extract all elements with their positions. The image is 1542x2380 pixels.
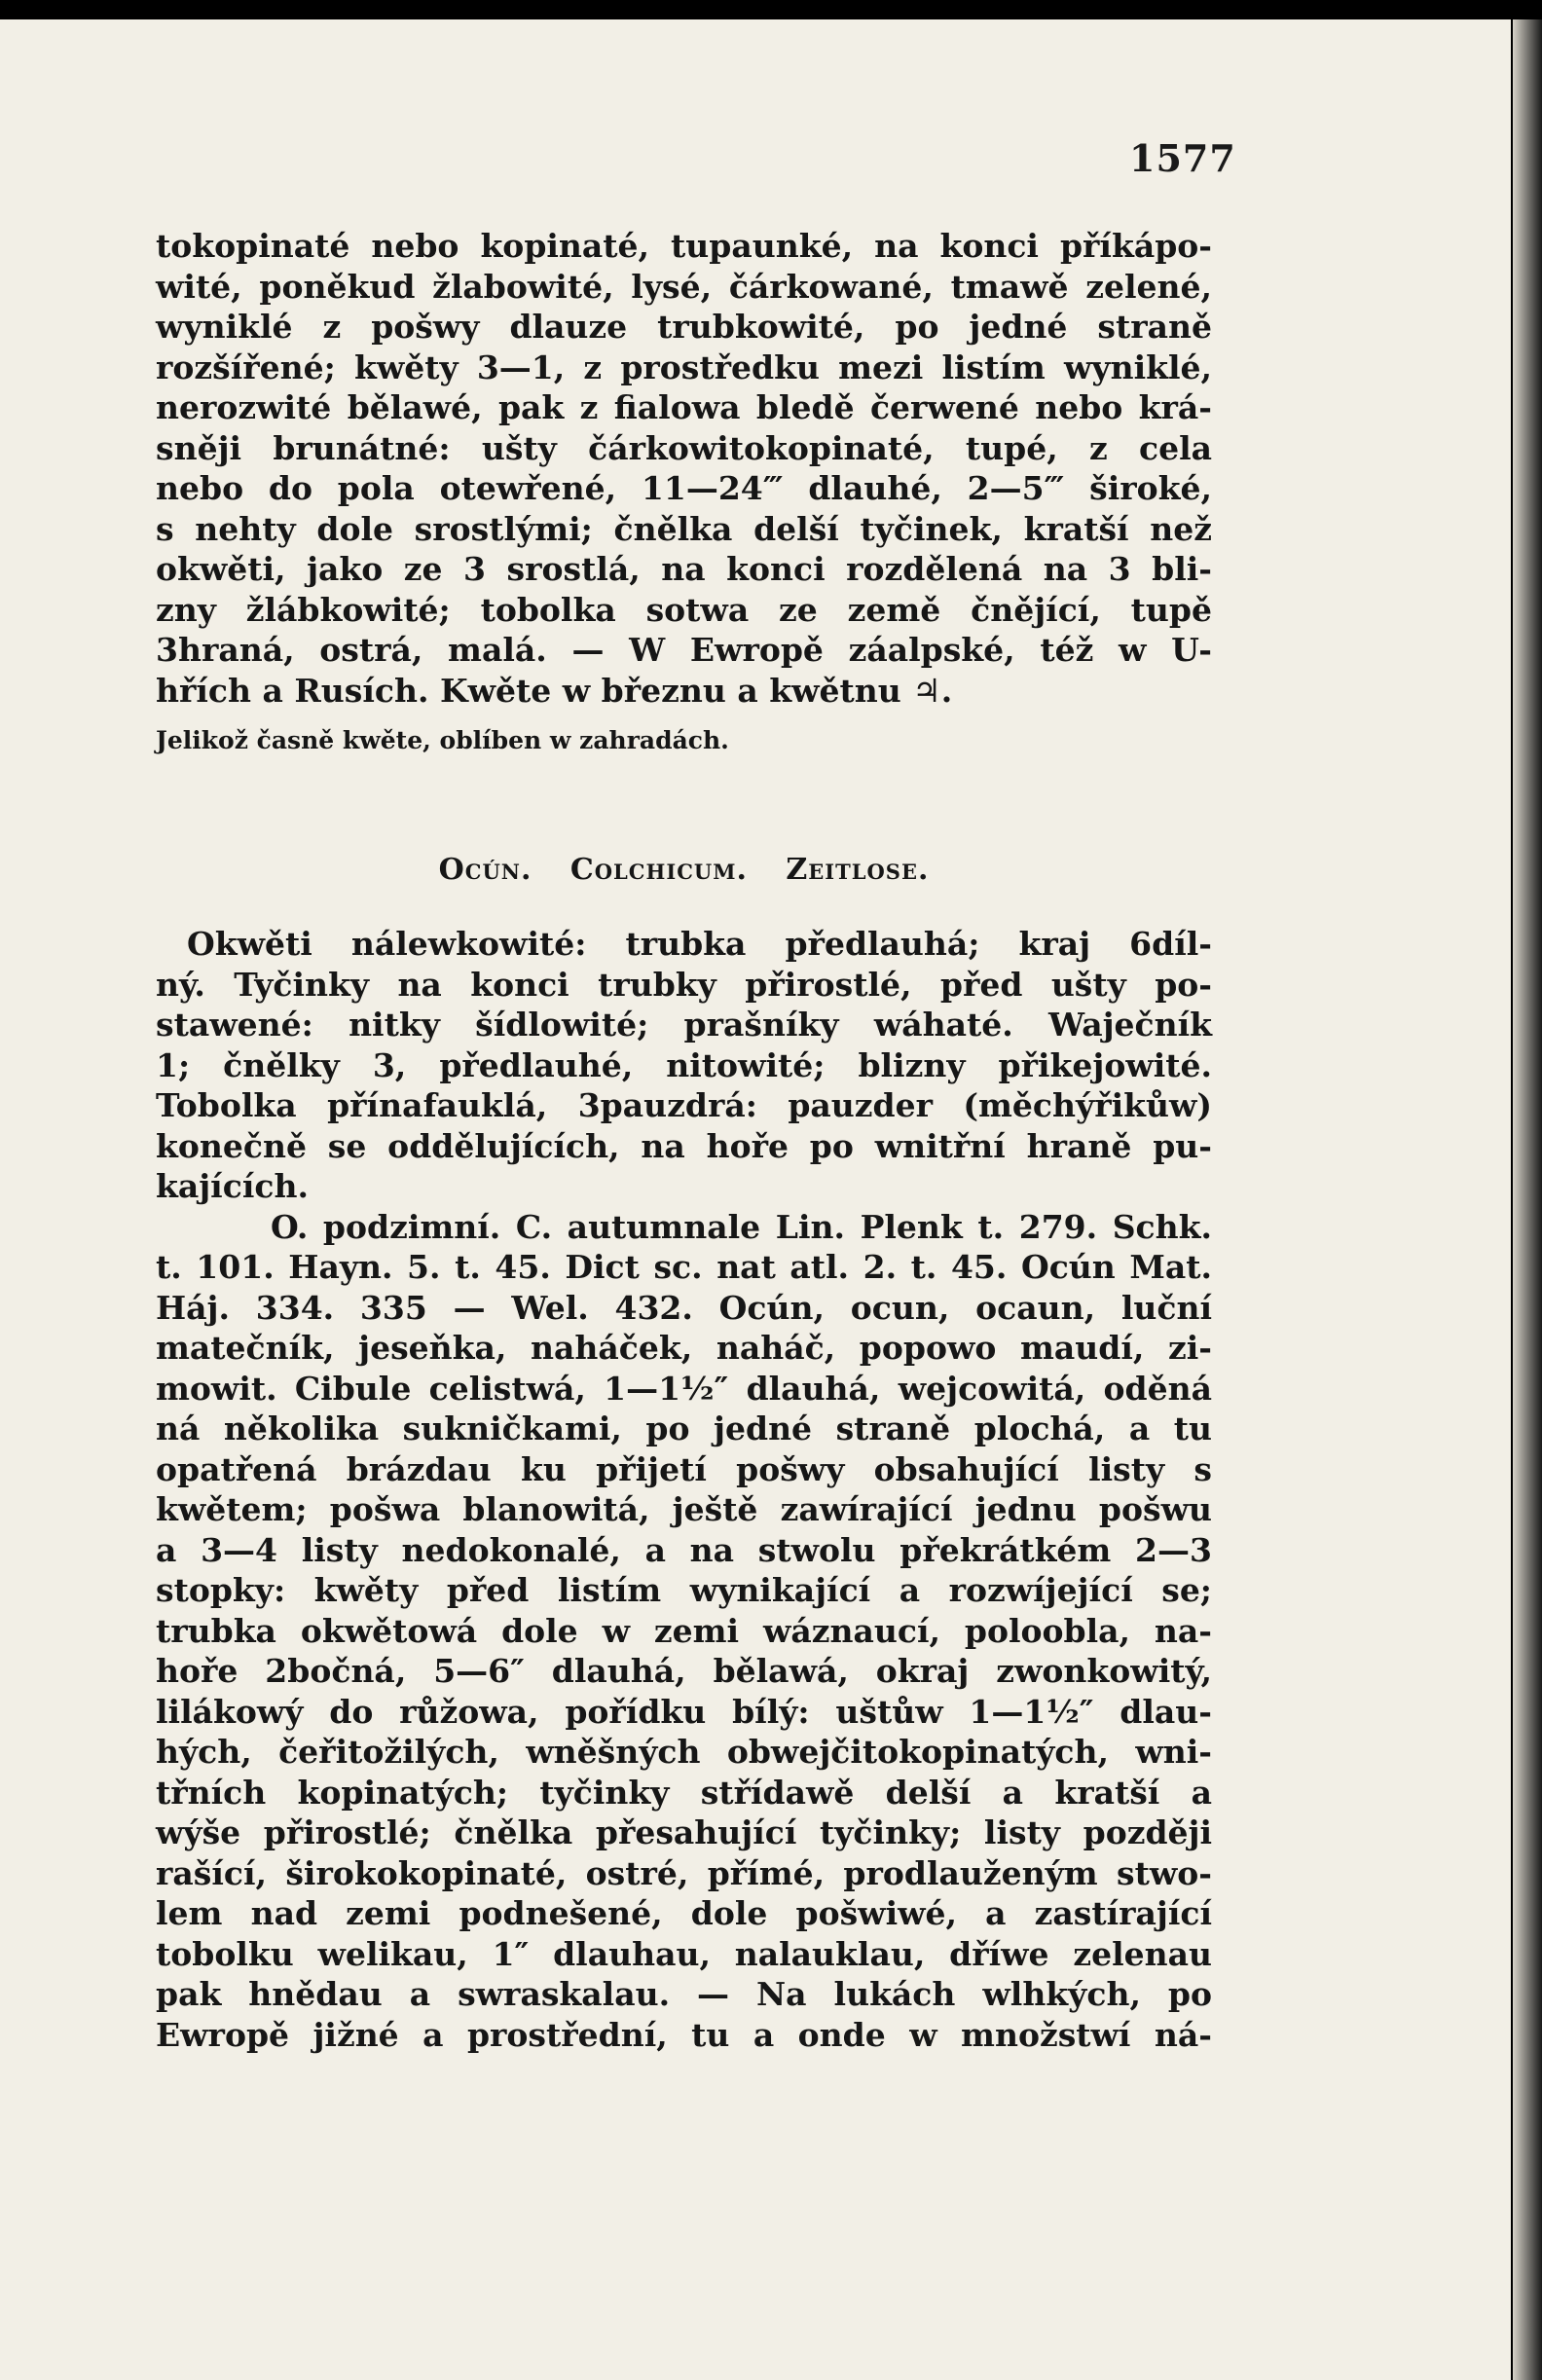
genus-name-czech: Ocún. bbox=[438, 853, 532, 887]
text-line: rozšířené; kwěty 3—1, z prostředku mezi listím wyniklé, bbox=[156, 348, 1212, 386]
text-line: Okwěti nálewkowité: trubka předlauhá; kraj 6díl- bbox=[187, 925, 1212, 963]
text-line: konečně se oddělujících, na hoře po wnitřní hraně pu- bbox=[156, 1126, 1212, 1165]
text-line: opatřená brázdau ku přijetí pošwy obsahující listy s bbox=[156, 1449, 1212, 1488]
text-line: 3hraná, ostrá, malá. — W Ewropě záalpské, též w U- bbox=[156, 631, 1212, 669]
text-line: rašící, širokokopinaté, ostré, přímé, prodlauženým stwo- bbox=[156, 1853, 1212, 1892]
text-line: O. podzimní. C. autumnale Lin. Plenk t. 279. Schk. bbox=[271, 1207, 1212, 1246]
text-line: wyniklé z pošwy dlauze trubkowité, po jedné straně bbox=[156, 308, 1212, 346]
page-number: 1577 bbox=[1129, 136, 1236, 180]
text-line: hých, čeřitožilých, wněšných obwejčitokopinatých, wni- bbox=[156, 1733, 1212, 1771]
text-line: mowit. Cibule celistwá, 1—1½″ dlauhá, wejcowitá, oděná bbox=[156, 1369, 1212, 1408]
text-line: wité, poněkud žlabowité, lysé, čárkowané, tmawě zelené, bbox=[156, 267, 1212, 306]
genus-name-german: Zeitlose. bbox=[786, 853, 930, 887]
paragraph-continued-description bbox=[156, 226, 1212, 711]
text-line: lilákowý do růžowa, pořídku bílý: uštůw 1—1½″ dlau- bbox=[156, 1692, 1212, 1731]
text-line: hoře 2bočná, 5—6″ dlauhá, bělawá, okraj zwonkowitý, bbox=[156, 1652, 1212, 1690]
genus-heading bbox=[156, 853, 1212, 887]
text-line: nerozwité bělawé, pak z fialowa bledě čerwené nebo krá- bbox=[156, 388, 1212, 426]
text-line: tokopinaté nebo kopinaté, tupaunké, na konci příkápo- bbox=[156, 227, 1212, 265]
paragraph-genus-description bbox=[156, 924, 1212, 1207]
text-line: ná několika sukničkami, po jedné straně plochá, a tu bbox=[156, 1410, 1212, 1447]
text-line: matečník, jeseňka, naháček, naháč, popowo maudí, zi- bbox=[156, 1329, 1212, 1367]
text-line: t. 101. Hayn. 5. t. 45. Dict sc. nat atl. 2. t. 45. Ocún Mat. bbox=[156, 1248, 1212, 1286]
paragraph-species-description bbox=[156, 1207, 1212, 2056]
small-print-note: Jelikož časně kwěte, oblíben w zahradách. bbox=[156, 726, 729, 754]
text-line: kajících. bbox=[156, 1167, 309, 1205]
page-content bbox=[156, 226, 1212, 2055]
text-line: Ewropě jižné a prostřední, tu a onde w množstwí ná- bbox=[156, 2015, 1212, 2054]
text-line: hřích a Rusích. Kwěte w březnu a kwětnu ♃. bbox=[156, 671, 953, 710]
text-line: třních kopinatých; tyčinky střídawě delší a kratší a bbox=[156, 1773, 1212, 1812]
text-line: zny žlábkowité; tobolka sotwa ze země čnějící, tupě bbox=[156, 590, 1212, 629]
text-line: sněji brunátné: ušty čárkowitokopinaté, tupé, z cela bbox=[156, 428, 1212, 467]
text-line: stawené: nitky šídlowité; prašníky wáhaté. Waječník bbox=[156, 1006, 1212, 1044]
text-line: nebo do pola otewřené, 11—24‴ dlauhé, 2—5‴ široké, bbox=[156, 469, 1212, 507]
text-line: a 3—4 listy nedokonalé, a na stwolu překrátkém 2—3 bbox=[156, 1530, 1212, 1569]
genus-name-latin: Colchicum. bbox=[569, 853, 748, 887]
text-line: pak hnědau a swraskalau. — Na lukách wlhkých, po bbox=[156, 1975, 1212, 2013]
text-line: wýše přirostlé; čnělka přesahující tyčinky; listy později bbox=[156, 1813, 1212, 1851]
text-line: stopky: kwěty před listím wynikající a rozwíjející se; bbox=[156, 1571, 1212, 1609]
text-line: 1; čnělky 3, předlauhé, nitowité; blizny přikejowité. bbox=[156, 1045, 1212, 1084]
text-line: tobolku welikau, 1″ dlauhau, nalauklau, dříwe zelenau bbox=[156, 1934, 1212, 1973]
text-line: kwětem; pošwa blanowitá, ještě zawírající jednu pošwu bbox=[156, 1490, 1212, 1528]
text-line: trubka okwětowá dole w zemi wáznaucí, poloobla, na- bbox=[156, 1611, 1212, 1650]
text-line: ný. Tyčinky na konci trubky přirostlé, před ušty po- bbox=[156, 965, 1212, 1004]
text-line: okwěti, jako ze 3 srostlá, na konci rozdělená na 3 bli- bbox=[156, 550, 1212, 588]
text-line: lem nad zemi podnešené, dole pošwiwé, a zastírající bbox=[156, 1894, 1212, 1932]
text-line: s nehty dole srostlými; čnělka delší tyčinek, kratší než bbox=[156, 509, 1212, 548]
text-line: Tobolka přínafauklá, 3pauzdrá: pauzder (měchýřikůw) bbox=[156, 1086, 1212, 1124]
page-edge-shadow bbox=[1513, 19, 1542, 2380]
text-line: Háj. 334. 335 — Wel. 432. Ocún, ocun, ocaun, luční bbox=[156, 1288, 1212, 1327]
